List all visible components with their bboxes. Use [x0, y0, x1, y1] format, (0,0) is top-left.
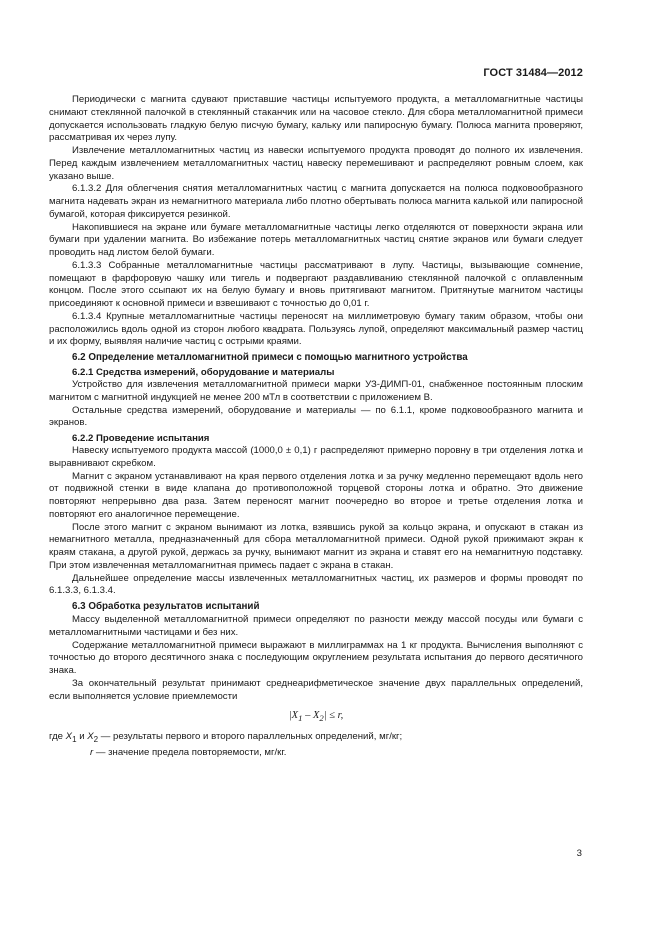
- where-line-x: [49, 731, 583, 747]
- paragraph: Накопившиеся на экране или бумаге металломагнитные частицы легко отделяются от поверхности экрана или бумаги при удалении магнита. Во избежание потерь металломагнитных частиц снятие экранов или бумаги следует проводить над листом белой бумаги.: [49, 221, 583, 258]
- paragraph: Магнит с экраном устанавливают на края первого отделения лотка и за ручку медленно перемещают вдоль него от подвижной стенки в виде клапана до противоположной торцевой стороны лотка и обратно. Это движение повторяют непрерывно два раза. Затем переносят магнит поочередно во второе и третье отделения лотка и повторяют его аналогичное перемещение.: [49, 470, 583, 520]
- where-x1: X: [65, 731, 73, 743]
- formula-sub2: 2: [319, 713, 324, 724]
- where-and: и: [76, 731, 88, 743]
- paragraph: Остальные средства измерений, оборудование и материалы — по 6.1.1, кроме подковообразного магнита и экранов.: [49, 404, 583, 429]
- where-x2: X: [87, 731, 94, 743]
- formula-minus: –: [302, 710, 313, 722]
- where-r: r: [90, 746, 94, 758]
- document-body: [49, 94, 583, 760]
- paragraph: 6.1.3.2 Для облегчения снятия металломагнитных частиц с магнита допускается на полюса подковообразного магнита надевать экран из немагнитного материала либо плотно обертывать полюса магнита калькой или папиросной бумагой, которая фиксируется резинкой.: [49, 183, 583, 220]
- paragraph: 6.1.3.3 Собранные металломагнитные частицы рассматривают в лупу. Частицы, вызывающие сомнение, помещают в фарфоровую чашку или тигель и подвергают раздавливанию стеклянной палочкой с оплавленным концом. После этого ссыпают их на белую бумагу и вновь притягивают магнитом. Притянутые магнитом частицы присоединяют к основной примеси и взвешивают с точностью до 0,01 г.: [49, 259, 583, 309]
- formula-r: r: [337, 710, 341, 722]
- where-s2: 2: [93, 735, 99, 744]
- formula-x1: X: [291, 710, 299, 722]
- section-heading-6-2: 6.2 Определение металломагнитной примеси с помощью магнитного устройства: [72, 352, 468, 363]
- where-lead: где: [49, 731, 66, 743]
- paragraph: За окончательный результат принимают среднеарифметическое значение двух параллельных определений, если выполняется условие приемлемости: [49, 677, 583, 702]
- where-x-desc: — результаты первого и второго параллельных определений, мг/кг;: [98, 731, 403, 743]
- paragraph: Содержание металломагнитной примеси выражают в миллиграммах на 1 кг продукта. Вычисления выполняют с точностью до второго десятичного знака с последующим округлением результата испытания до первого десятичного знака.: [49, 639, 583, 676]
- formula-x2: X: [312, 710, 320, 722]
- where-r-desc: — значение предела повторяемости, мг/кг.: [93, 746, 287, 758]
- where-line-r: [49, 747, 583, 760]
- page-number: 3: [576, 848, 582, 859]
- section-heading-6-3: 6.3 Обработка результатов испытаний: [72, 601, 260, 612]
- paragraph: 6.1.3.4 Крупные металломагнитные частицы переносят на миллиметровую бумагу таким образом, чтобы они расположились вдоль одной из сторон любого квадрата. Пользуясь лупой, определяют максимальный размер частиц и их форму, выявляя наличие частиц с острыми краями.: [49, 310, 583, 348]
- paragraph: Массу выделенной металломагнитной примеси определяют по разности между массой посуды или бумаги с металломагнитными частицами и без них.: [49, 614, 583, 638]
- paragraph: Устройство для извлечения металломагнитной примеси марки УЗ-ДИМП-01, снабженное постоянным плоским магнитом с магнитной индукцией не менее 200 мТл в соответствии с приложением В.: [49, 379, 583, 403]
- paragraph: После этого магнит с экраном вынимают из лотка, взявшись рукой за кольцо экрана, и опускают в стакан из немагнитного металла, предназначенный для сбора металломагнитной примеси. Одной рукой прижимают экран к краям стакана, а другой рукой, держась за ручку, вынимают магнит из экрана и ставят его на немагнитную подставку. При этом извлеченная металломагнитная примесь падает с экрана в стакан.: [49, 521, 583, 571]
- formula-sub1: 1: [298, 713, 303, 724]
- paragraph: Дальнейшее определение массы извлеченных металломагнитных частиц, их размеров и формы проводят по 6.1.3.3, 6.1.3.4.: [49, 572, 583, 597]
- paragraph: Навеску испытуемого продукта массой (1000,0 ± 0,1) г распределяют примерно поровну в три отделения лотка и выравнивают скребком.: [49, 445, 583, 469]
- acceptability-formula: [49, 710, 583, 725]
- formula-bar-close: | ≤: [323, 710, 338, 722]
- where-s1: 1: [72, 735, 77, 744]
- subsection-heading-6-2-2: 6.2.2 Проведение испытания: [72, 433, 210, 444]
- paragraph: Извлечение металломагнитных частиц из навески испытуемого продукта проводят до полного их извлечения. Перед каждым извлечением металломагнитных частиц навеску перемешивают и распределяют ровным слоем, как указано выше.: [49, 145, 583, 182]
- formula-comma: ,: [340, 710, 344, 722]
- subsection-heading-6-2-1: 6.2.1 Средства измерений, оборудование и материалы: [72, 367, 335, 378]
- paragraph: Периодически с магнита сдувают приставшие частицы испытуемого продукта, а металломагнитные частицы снимают стеклянной палочкой в стеклянный стаканчик или на часовое стекло. Для сбора металломагнитной примеси допускается использовать гладкую белую писчую бумагу, кальку или папиросную бумагу. Полюса магнита проверяют, рассматривая их через лупу.: [49, 94, 583, 144]
- formula-bar-open: |: [288, 710, 292, 722]
- standard-header: ГОСТ 31484—2012: [483, 67, 583, 79]
